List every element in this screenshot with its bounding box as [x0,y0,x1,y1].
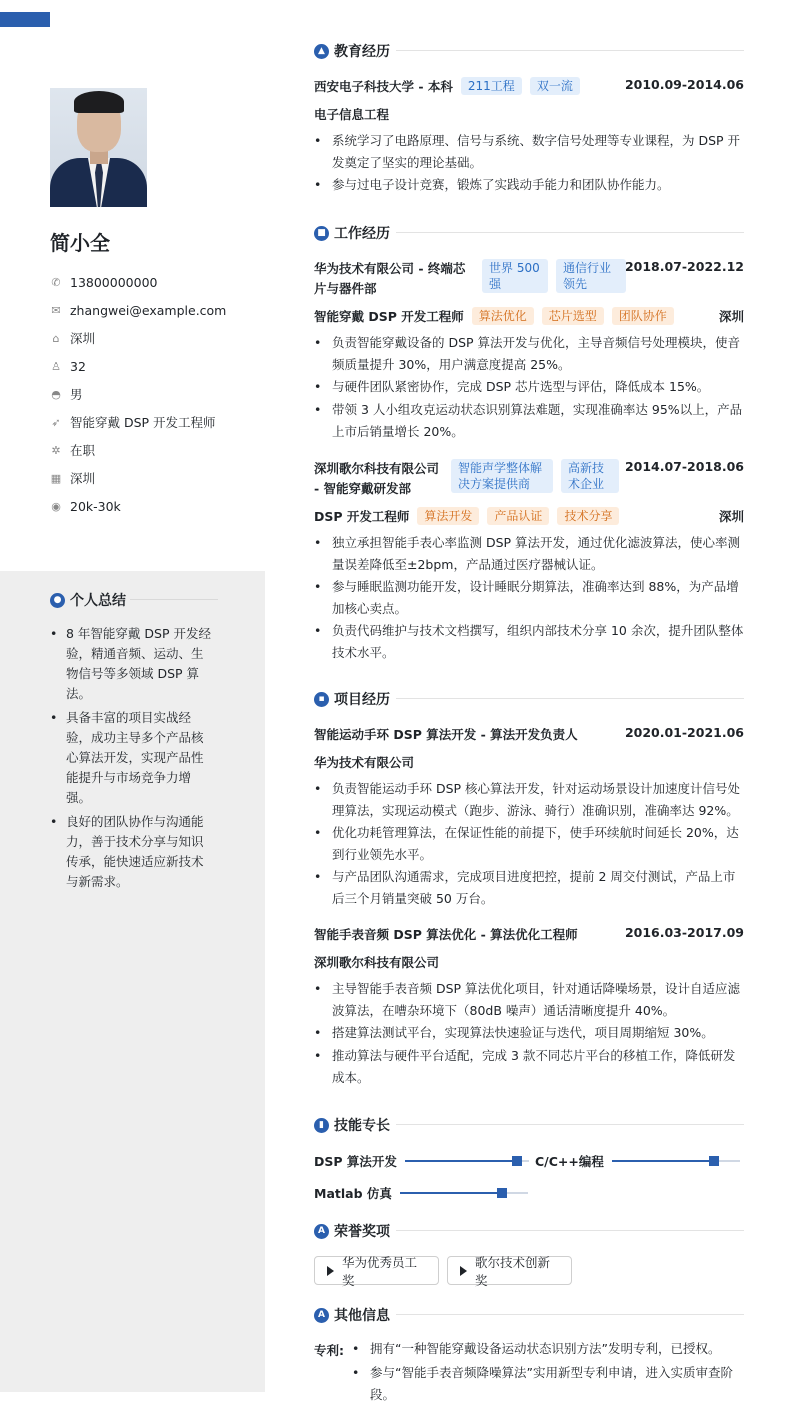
user-icon: ● [50,593,65,608]
summary-list [50,624,212,896]
job-bullet: • 参与睡眠监测功能开发，设计睡眠分期算法，准确率达到 88%，为产品增加核心卖点。 [314,576,744,620]
play-icon [460,1266,467,1276]
education-bullet: • 系统学习了电路原理、信号与系统、数字信号处理等专业课程，为 DSP 开发奠定了坚实的理论基础。 [314,130,744,174]
education-date: 2010.09-2014.06 [624,77,744,92]
skill-item: Matlab 仿真 [314,1184,528,1202]
info-age: ♙ 32 [51,358,86,374]
info-salary: ◉ 20k-30k [51,498,121,514]
other-heading: A 其他信息 [314,1305,390,1325]
job-company: 深圳歌尔科技有限公司 - 智能穿戴研发部 [314,461,440,496]
project-bullet: • 与产品团队沟通需求，完成项目进度把控，提前 2 周交付测试，产品上市后三个月销量突破 50 万台。 [314,866,744,910]
salary-icon: ◉ [51,499,61,513]
summary-item: • 8 年智能穿戴 DSP 开发经验，精通音频、运动、生物信号等多领域 DSP 算法。 [50,624,212,704]
skills-divider [396,1124,744,1125]
job-bullet: • 负责智能穿戴设备的 DSP 算法开发与优化，主导音频信号处理模块，使音频质量提升 30%，用户满意度提高 25%。 [314,332,744,376]
accent-bar [0,12,50,27]
summary-divider [130,599,218,600]
company-tag: 高新技术企业 [561,459,619,493]
education-divider [396,50,744,51]
other-divider [396,1314,744,1315]
job-company-row [314,459,744,499]
patent-item: • 参与“智能手表音频降噪算法”实用新型专利申请，进入实质审查阶段。 [352,1362,744,1406]
project-title-row [314,925,744,943]
award-item: 华为优秀员工奖 [314,1256,439,1285]
gender-icon: ◓ [51,387,61,401]
job-role: DSP 开发工程师 [314,509,410,524]
age-icon: ♙ [51,359,61,373]
summary-item: • 具备丰富的项目实战经验，成功主导多个产品核心算法开发，实现产品性能提升与市场竞争力增强。 [50,708,212,808]
send-icon: ➶ [51,415,61,429]
projects-divider [396,698,744,699]
briefcase-icon: ■ [314,226,329,241]
project-title-row [314,725,744,743]
job-bullet: • 负责代码维护与技术文档撰写，组织内部技术分享 10 余次，提升团队整体技术水平。 [314,620,744,664]
skills-heading: ▮ 技能专长 [314,1115,390,1135]
info-email: ✉ zhangwei@example.com [51,302,227,318]
role-tag: 产品认证 [487,507,549,525]
project-date: 2016.03-2017.09 [624,925,744,940]
skill-level-bar [405,1154,529,1168]
patent-label: 专利: [314,1343,344,1358]
summary-item: • 良好的团队协作与沟通能力，善于技术分享与知识传承，能快速适应新技术与新需求。 [50,812,212,892]
building-icon: ▦ [50,471,62,485]
contact-info-list [50,268,260,520]
project-company: 深圳歌尔科技有限公司 [314,955,440,970]
work-divider [396,232,744,233]
award-item: 歌尔技术创新奖 [447,1256,572,1285]
info-target-role: ➶ 智能穿戴 DSP 开发工程师 [51,415,216,430]
job-company-row [314,259,744,299]
skill-item: C/C++编程 [535,1152,740,1170]
job-bullet: • 与硬件团队紧密协作，完成 DSP 芯片选型与评估，降低成本 15%。 [314,376,744,398]
award-icon: A [314,1224,329,1239]
project-company: 华为技术有限公司 [314,755,415,770]
role-tag: 算法优化 [472,307,534,325]
work-heading: ■ 工作经历 [314,223,390,243]
school-name: 西安电子科技大学 - 本科 [314,79,453,94]
status-icon: ✲ [51,443,61,457]
job-company: 华为技术有限公司 - 终端芯片与器件部 [314,261,466,296]
school-tag: 双一流 [530,77,580,95]
patent-item: • 拥有“一种智能穿戴设备运动状态识别方法”发明专利，已授权。 [352,1338,744,1360]
company-tag: 智能声学整体解决方案提供商 [451,459,553,493]
mail-icon: ✉ [51,303,61,317]
skill-item: DSP 算法开发 [314,1152,529,1170]
company-tag: 世界 500 强 [482,259,548,293]
info-target-city: ▦ 深圳 [50,471,96,486]
job-bullet: • 独立承担智能手表心率监测 DSP 算法开发，通过优化滤波算法，使心率测量误差降低至±2bpm，产品通过医疗器械认证。 [314,532,744,576]
projects-heading: ▪ 项目经历 [314,689,390,709]
skill-level-bar [612,1154,740,1168]
job-role-row [314,507,744,525]
info-phone: ✆ 13800000000 [51,274,158,290]
school-tag: 211工程 [461,77,522,95]
profile-photo [50,88,147,207]
summary-heading: ● 个人总结 [50,590,126,610]
play-icon [327,1266,334,1276]
company-tag: 通信行业领先 [556,259,626,293]
job-city: 深圳 [718,309,744,324]
project-name: 智能运动手环 DSP 算法开发 - 算法开发负责人 [314,727,578,742]
role-tag: 团队协作 [612,307,674,325]
project-bullet: • 优化功耗管理算法，在保证性能的前提下，使手环续航时间延长 20%，达到行业领先水平。 [314,822,744,866]
home-icon: ⌂ [52,331,60,345]
info-status: ✲ 在职 [51,443,96,458]
profile-name: 简小全 [50,231,110,255]
project-name: 智能手表音频 DSP 算法优化 - 算法优化工程师 [314,927,578,942]
awards-heading: A 荣誉奖项 [314,1221,390,1241]
education-major: 电子信息工程 [314,107,390,122]
education-heading: ▲ 教育经历 [314,41,390,61]
job-role: 智能穿戴 DSP 开发工程师 [314,309,464,324]
phone-icon: ✆ [51,275,61,289]
role-tag: 算法开发 [417,507,479,525]
role-tag: 技术分享 [557,507,619,525]
job-role-row [314,307,744,325]
chart-icon: ▮ [314,1118,329,1133]
job-bullet: • 带领 3 人小组攻克运动状态识别算法难题，实现准确率达 95%以上，产品上市后销量增长 20%。 [314,399,744,443]
job-city: 深圳 [718,509,744,524]
graduation-cap-icon: ▲ [314,44,329,59]
info-location: ⌂ 深圳 [50,324,260,352]
project-date: 2020.01-2021.06 [624,725,744,740]
info-icon: A [314,1308,329,1323]
project-bullet: • 负责智能运动手环 DSP 核心算法开发，针对运动场景设计加速度计信号处理算法，实现运动模式（跑步、游泳、骑行）准确识别，准确率达 92%。 [314,778,744,822]
role-tag: 芯片选型 [542,307,604,325]
education-school-row [314,77,744,95]
education-bullet: • 参与过电子设计竞赛，锻炼了实践动手能力和团队协作能力。 [314,174,744,196]
grid-icon: ▪ [314,692,329,707]
info-gender: ◓ 男 [51,387,83,402]
job-date: 2014.07-2018.06 [624,459,744,474]
project-bullet: • 推动算法与硬件平台适配，完成 3 款不同芯片平台的移植工作，降低研发成本。 [314,1045,744,1089]
skill-level-bar [400,1186,528,1200]
project-bullet: • 搭建算法测试平台，实现算法快速验证与迭代，项目周期缩短 30%。 [314,1022,744,1044]
project-bullet: • 主导智能手表音频 DSP 算法优化项目，针对通话降噪场景，设计自适应滤波算法，在嘈杂环境下（80dB 噪声）通话清晰度提升 40%。 [314,978,744,1022]
awards-divider [396,1230,744,1231]
job-date: 2018.07-2022.12 [624,259,744,274]
